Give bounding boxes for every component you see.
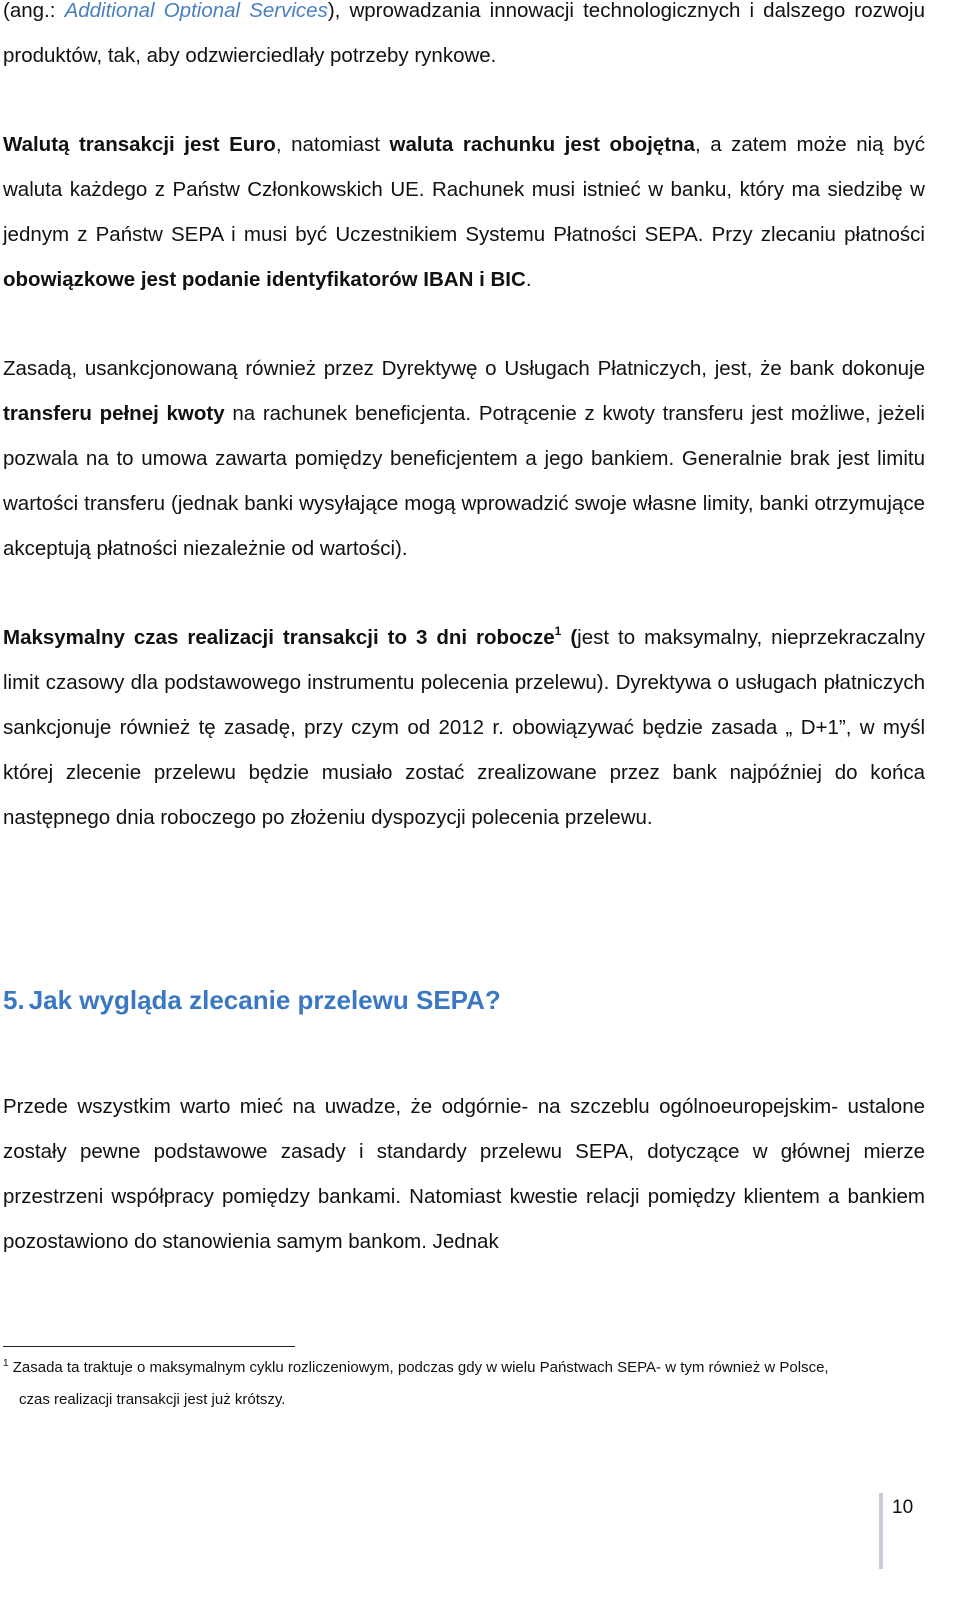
paragraph-sepa-rules xyxy=(3,1084,925,1264)
section-heading xyxy=(3,980,501,1020)
currency-bold-3: obowiązkowe jest podanie identyfikatorów IBAN i BIC xyxy=(3,268,526,291)
intro-text-1: (ang.: xyxy=(3,0,65,22)
currency-text-3: . xyxy=(525,268,532,291)
paragraph-currency xyxy=(3,122,925,302)
currency-text-1: , natomiast xyxy=(275,133,390,156)
footnote-marker: 1 xyxy=(3,1358,9,1369)
footnote-separator xyxy=(3,1346,295,1347)
max-time-text: jest to maksymalny, nieprzekraczalny limit czasowy dla podstawowego instrumentu polecenia przelewu). Dyrektywa o usługach płatniczych sankcjonuje również tę zasadę, przy czym od 2012 r. obowiązywać będzie zasada „ D+1”, w myśl której zlecenie przelewu będzie musiało zostać zrealizowane przez bank najpóźniej do końca następnego dnia roboczego po złożeniu dyspozycji polecenia przelewu. xyxy=(3,626,925,829)
max-time-paren: ( xyxy=(561,626,578,649)
section-number: 5. xyxy=(3,985,25,1015)
max-time-bold: Maksymalny czas realizacji transakcji to 3 dni robocze xyxy=(3,626,555,649)
currency-bold-2: waluta rachunku jest obojętna xyxy=(389,133,695,156)
paragraph-intro xyxy=(3,0,925,78)
page-number: 10 xyxy=(892,1497,914,1518)
footnote-reference: 1 xyxy=(554,624,562,638)
footnote-line-2: czas realizacji transakcji jest już krótszy. xyxy=(19,1391,286,1408)
additional-optional-services-term: Additional Optional Services xyxy=(64,0,328,22)
principle-text-2: na rachunek beneficjenta. Potrącenie z kwoty transferu jest możliwe, jeżeli pozwala na to umowa zawarta pomiędzy beneficjentem a jego bankiem. Generalnie brak jest limitu wartości transferu (jednak banki wysyłające mogą wprowadzić swoje własne limity, banki otrzymujące akceptują płatności niezależnie od wartości). xyxy=(3,402,925,560)
section-title: Jak wygląda zlecanie przelewu SEPA? xyxy=(28,985,501,1015)
paragraph-max-time xyxy=(3,615,925,840)
paragraph-principle xyxy=(3,346,925,571)
currency-bold-1: Walutą transakcji jest Euro xyxy=(3,133,276,156)
intro-text-2: ), wprowadzania innowacji technologicznych i dalszego rozwoju produktów, tak, aby odzwierciedlały potrzeby rynkowe. xyxy=(3,0,926,67)
principle-bold-1: transferu pełnej kwoty xyxy=(3,402,225,425)
footnote xyxy=(3,1352,925,1416)
currency-text-2: , a zatem może nią być waluta każdego z Państw Członkowskich UE. Rachunek musi istnieć w banku, który ma siedzibę w jednym z Państw SEPA i musi być Uczestnikiem Systemu Płatności SEPA. Przy zlecaniu płatności xyxy=(3,133,925,246)
principle-text-1: Zasadą, usankcjonowaną również przez Dyrektywę o Usługach Płatniczych, jest, że bank dokonuje xyxy=(3,357,925,380)
page-number-bar xyxy=(879,1493,883,1569)
sepa-rules-text: Przede wszystkim warto mieć na uwadze, że odgórnie- na szczeblu ogólnoeuropejskim- ustalone zostały pewne podstawowe zasady i standardy przelewu SEPA, dotyczące w głównej mierze przestrzeni współpracy pomiędzy bankami. Natomiast kwestie relacji pomiędzy klientem a bankiem pozostawiono do stanowienia samym bankom. Jednak xyxy=(3,1095,925,1253)
footnote-line-1: Zasada ta traktuje o maksymalnym cyklu rozliczeniowym, podczas gdy w wielu Państwach SEPA- w tym również w Polsce, xyxy=(8,1359,829,1376)
